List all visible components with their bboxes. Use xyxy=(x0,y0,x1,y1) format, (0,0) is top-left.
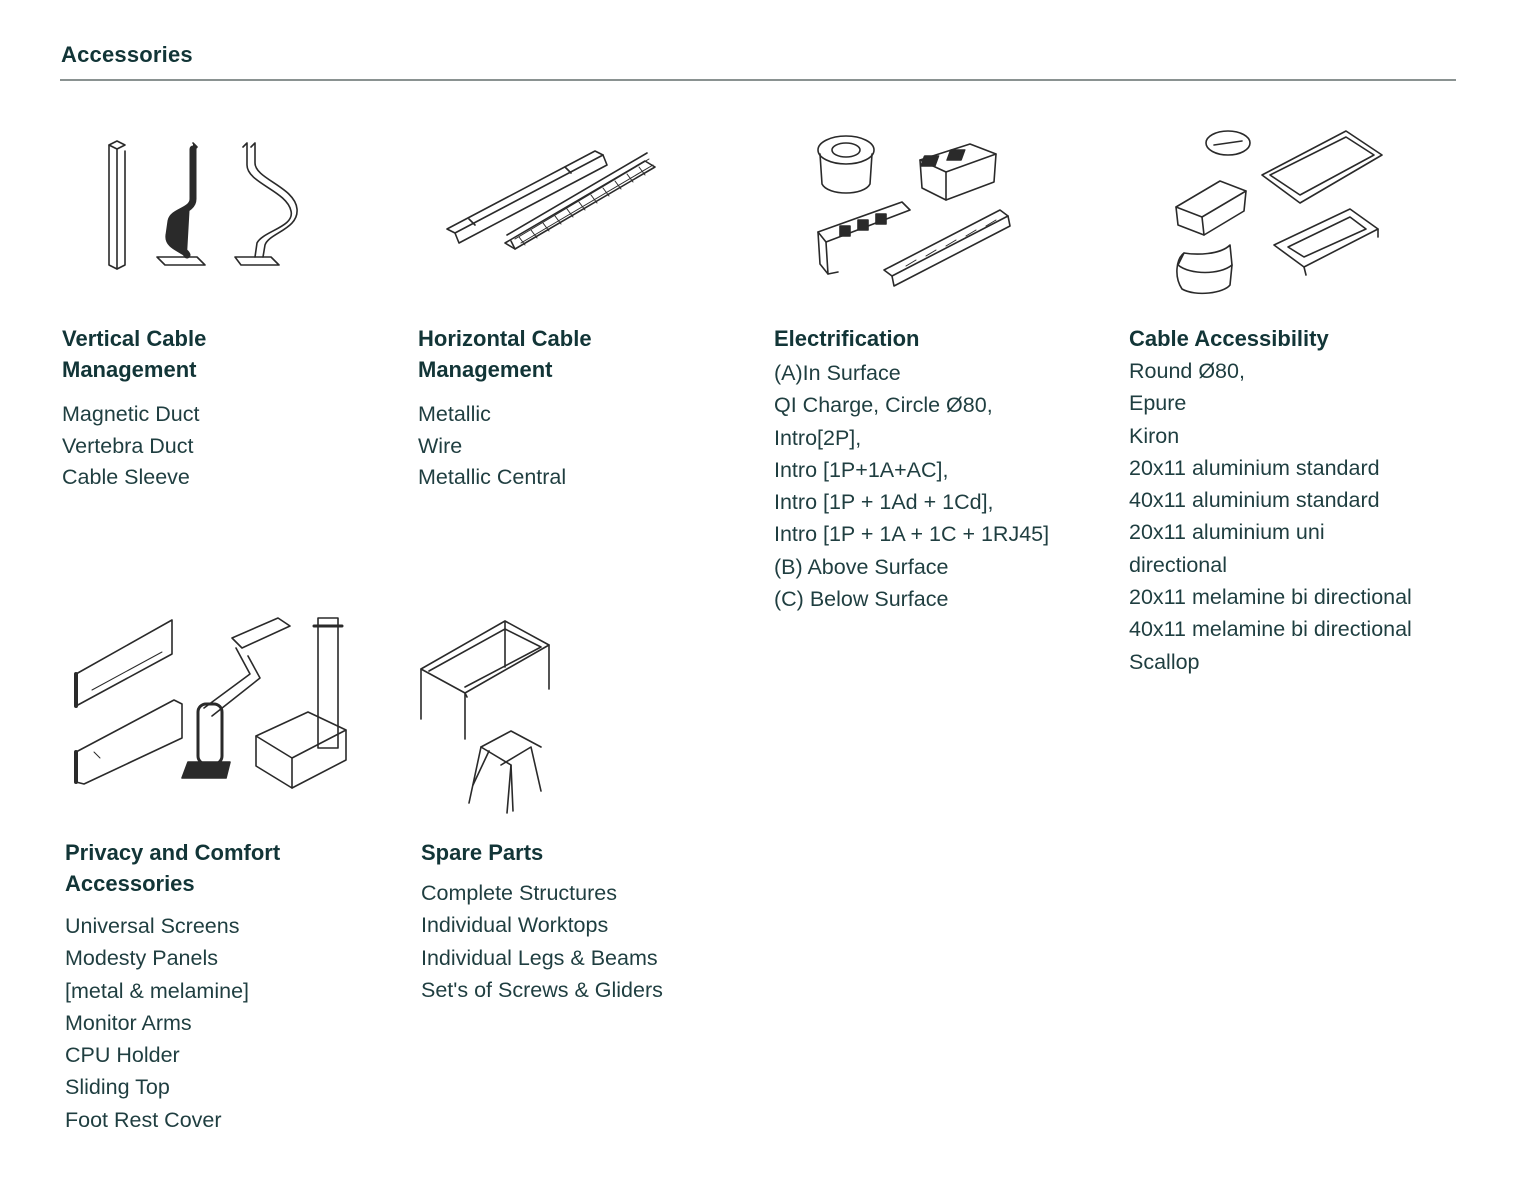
list-item: 40x11 melamine bi directional xyxy=(1129,617,1412,642)
list-item: 20x11 aluminium standard xyxy=(1129,455,1380,480)
list-item: CPU Holder xyxy=(65,1043,180,1068)
list-item: Modesty Panels xyxy=(65,946,218,971)
list-item: Intro [1P + 1A + 1C + 1RJ45] xyxy=(774,522,1050,547)
list-item: Individual Worktops xyxy=(421,913,609,938)
list-item: Cable Sleeve xyxy=(62,465,190,489)
list-item: Epure xyxy=(1129,391,1187,416)
list-item: 20x11 melamine bi directional xyxy=(1129,585,1412,610)
list-item: Metallic xyxy=(418,402,491,426)
list-item: Intro [1P+1A+AC], xyxy=(774,457,949,482)
list-item: 20x11 aluminium uni xyxy=(1129,520,1325,545)
vertical-cable-management-illustration xyxy=(95,135,310,280)
list-item: Metallic Central xyxy=(418,465,567,489)
spare-parts-items xyxy=(421,877,761,1006)
privacy-comfort-illustration xyxy=(70,612,355,792)
spare-parts-illustration xyxy=(415,615,560,815)
electrification-items xyxy=(774,357,1114,615)
electrification-heading: Electrification xyxy=(774,326,920,351)
privacy-comfort-heading: Privacy and Comfort Accessories xyxy=(65,840,281,896)
list-item: (B) Above Surface xyxy=(774,554,949,579)
spare-parts-heading: Spare Parts xyxy=(421,840,544,865)
list-item: Sliding Top xyxy=(65,1075,170,1100)
list-item: Wire xyxy=(418,433,463,458)
vertical-cable-items xyxy=(62,399,402,494)
list-item: [metal & melamine] xyxy=(65,978,250,1003)
list-item: Complete Structures xyxy=(421,881,617,905)
electrification-illustration xyxy=(810,130,1015,290)
cable-accessibility-items xyxy=(1129,355,1469,678)
list-item: Vertebra Duct xyxy=(62,433,194,458)
header-divider xyxy=(60,79,1456,81)
list-item: Monitor Arms xyxy=(65,1010,192,1035)
horizontal-cable-management-illustration xyxy=(445,145,660,255)
list-item: directional xyxy=(1129,552,1227,577)
list-item: Universal Screens xyxy=(65,914,240,938)
list-item: Foot Rest Cover xyxy=(65,1107,222,1132)
list-item: 40x11 aluminium standard xyxy=(1129,488,1380,513)
horizontal-cable-heading: Horizontal Cable Management xyxy=(418,326,592,382)
list-item: Set's of Screws & Gliders xyxy=(421,977,663,1002)
vertical-cable-heading: Vertical Cable Management xyxy=(62,326,207,382)
list-item: (A)In Surface xyxy=(774,361,901,385)
privacy-comfort-items xyxy=(65,910,405,1136)
list-item: Kiron xyxy=(1129,423,1180,448)
list-item: Magnetic Duct xyxy=(62,402,200,426)
list-item: Intro [1P + 1Ad + 1Cd], xyxy=(774,490,994,515)
list-item: Round Ø80, xyxy=(1129,359,1245,383)
cable-accessibility-illustration xyxy=(1170,125,1390,300)
page-title: Accessories xyxy=(61,42,193,67)
list-item: Scallop xyxy=(1129,649,1200,674)
list-item: QI Charge, Circle Ø80, xyxy=(774,393,993,418)
list-item: Individual Legs & Beams xyxy=(421,945,658,970)
list-item: (C) Below Surface xyxy=(774,587,949,612)
cable-accessibility-heading: Cable Accessibility xyxy=(1129,326,1329,351)
list-item: Intro[2P], xyxy=(774,425,862,450)
horizontal-cable-items xyxy=(418,399,758,494)
